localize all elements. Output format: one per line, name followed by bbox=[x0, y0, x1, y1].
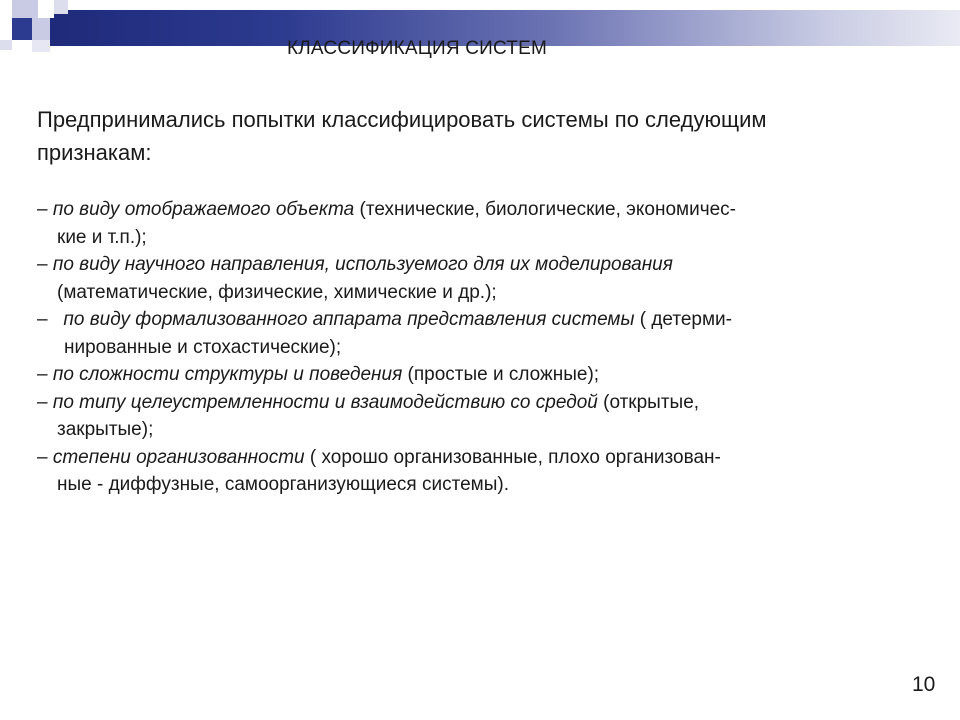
criteria-list bbox=[37, 196, 937, 499]
dash: – bbox=[37, 364, 48, 385]
decor-square bbox=[12, 18, 32, 40]
dash: – bbox=[37, 391, 48, 413]
list-item bbox=[37, 306, 937, 361]
decor-square bbox=[0, 18, 12, 36]
criterion-values: (открытые, bbox=[597, 391, 700, 413]
decor-square bbox=[54, 0, 68, 14]
criterion-continuation: кие и т.п.); bbox=[57, 226, 147, 248]
criterion-continuation: ные - диффузные, самоорганизующиеся системы). bbox=[57, 474, 509, 495]
decor-square bbox=[12, 0, 38, 18]
list-item bbox=[37, 361, 937, 389]
criterion-values: ( хорошо организованные, плохо организован- bbox=[304, 446, 721, 468]
criterion-name: по виду научного направления, используемого для их моделирования bbox=[52, 254, 673, 275]
decor-square bbox=[32, 40, 50, 52]
criterion-name: по виду формализованного аппарата представления системы bbox=[63, 309, 635, 330]
criterion-continuation: нированные и стохастические); bbox=[64, 336, 342, 358]
page-number: 10 bbox=[912, 673, 936, 696]
list-item bbox=[37, 196, 937, 251]
intro-text bbox=[37, 103, 937, 169]
dash: – bbox=[37, 199, 48, 220]
criterion-values: (простые и сложные); bbox=[402, 364, 600, 385]
list-item bbox=[37, 389, 937, 444]
dash: – bbox=[37, 254, 48, 275]
decor-square bbox=[38, 0, 54, 18]
criterion-name: по типу целеустремленности и взаимодействию со средой bbox=[52, 391, 598, 413]
list-item bbox=[37, 444, 937, 499]
criterion-continuation: (математические, физические, химические и др.); bbox=[57, 281, 497, 303]
intro-line: признакам: bbox=[37, 140, 152, 165]
slide-title: КЛАССИФИКАЦИЯ СИСТЕМ bbox=[287, 38, 548, 59]
criterion-name: по виду отображаемого объекта bbox=[52, 199, 355, 220]
criterion-name: по сложности структуры и поведения bbox=[52, 364, 403, 385]
list-item bbox=[37, 251, 937, 306]
criterion-continuation: закрытые); bbox=[57, 419, 154, 440]
decor-square bbox=[32, 18, 50, 40]
intro-line: Предпринимались попытки классифицировать системы по следующим bbox=[37, 107, 767, 132]
decor-square bbox=[0, 40, 12, 50]
criterion-values: ( детерми- bbox=[634, 309, 732, 330]
criterion-name: степени организованности bbox=[52, 446, 305, 468]
criterion-values: (технические, биологические, экономичес- bbox=[354, 199, 736, 220]
dash: – bbox=[37, 309, 48, 330]
dash: – bbox=[37, 446, 48, 468]
